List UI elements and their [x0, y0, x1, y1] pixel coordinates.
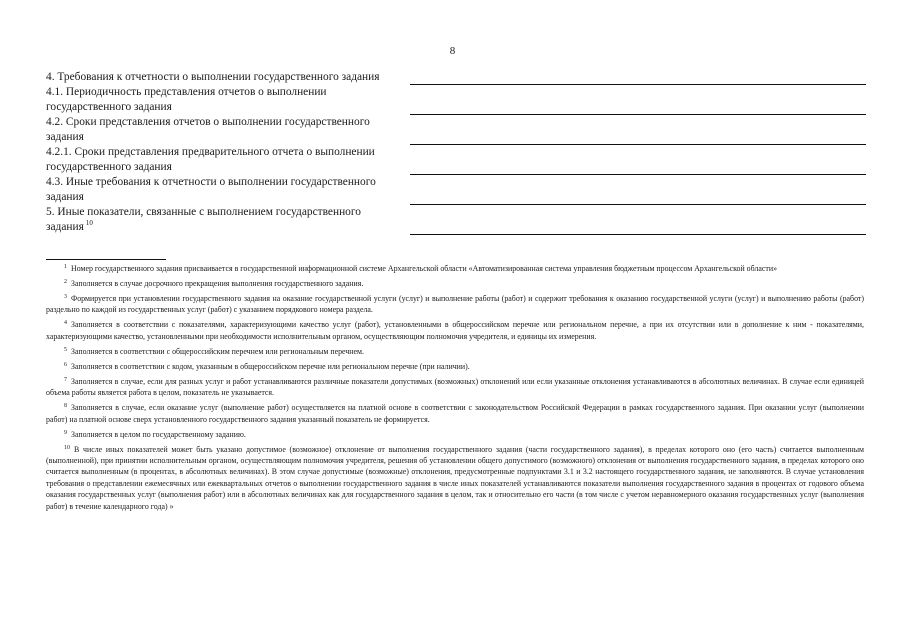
requirement-text: 5. Иные показатели, связанные с выполнением государственного задания [46, 206, 361, 233]
footnote-text: Номер государственного задания присваивается в государственной информационной системе Архангельской области «Автоматизированная система управления бюджетным процессом Архангельской области» [71, 264, 778, 273]
footnote-text: Заполняется в соответствии с кодом, указанным в общероссийском перечне или региональном перечне (при наличии). [71, 361, 470, 371]
footnote-number: 6 [64, 361, 67, 368]
footnote-number: 1 [64, 264, 67, 270]
footnote [46, 361, 864, 372]
footnote [46, 346, 864, 357]
footnote-number: 4 [64, 320, 67, 327]
footnote [46, 263, 864, 274]
requirement-row [46, 175, 866, 205]
footnote-separator [46, 259, 166, 260]
footnote [46, 319, 864, 342]
footnote-text: Заполняется в случае, если оказание услуг (выполнение работ) осуществляется на платной основе в соответствии с законодательством Российской Федерации в рамках государственного задания. При оказании услуг (выполнении работ) на платной основе сверх установленного государственного задания указанный показатель не формируется. [46, 403, 864, 424]
footnote-text: Заполняется в соответствии с общероссийским перечнем или региональным перечнем. [71, 346, 364, 356]
footnote-number: 7 [64, 376, 67, 383]
footnote [46, 293, 864, 316]
requirement-label [46, 205, 398, 235]
footnote-text: Заполняется в случае, если для разных услуг и работ устанавливаются различные показатели допустимых (возможных) отклонений или если указанные отклонения устанавливаются в абсолютных величинах. В случае если единицей объема работы является работа в целом, показатель не указывается. [46, 376, 864, 398]
footnote [46, 402, 864, 425]
footnote-reference: 10 [85, 219, 93, 227]
footnote [46, 429, 864, 440]
requirement-row [46, 145, 866, 175]
requirements-list [46, 70, 866, 235]
requirement-label: 4.3. Иные требования к отчетности о выполнении государственного задания [46, 176, 376, 203]
footnote [46, 278, 864, 289]
footnote-text: В числе иных показателей может быть указано допустимое (возможное) отклонение от выполнения государственного задания (части государственного задания), в пределах которого оно (его часть) считается выполненным (выполненной), при принятии исполнительным органом, осуществляющим полномочия учредителя, решения об установлении общего допустимого (возможного) отклонения от выполнения государственного задания, в пределах которого оно считается выполненным (в процентах, в абсолютных величинах). В этом случае допустимые (возможные) отклонения, предусмотренные подпунктами 3.1 и 3.2 настоящего государственного задания, не заполняются. В случае установления требования о представлении ежемесячных или ежеквартальных отчетов о выполнении государственного задания в числе иных показателей устанавливаются показатели выполнения государственного задания в процентах от годового объема оказания государственных услуг (выполнения работ) или в абсолютных величинах как для государственного задания в целом, так и относительно его части (в том числе с учетом неравномерного оказания государственных услуг (выполнения работ) в течение календарного года) » [46, 444, 864, 511]
footnote-number: 5 [64, 346, 67, 353]
footnote-text: Заполняется в соответствии с показателями, характеризующими качество услуг (работ), установленными в общероссийском перечне или региональном перечне, а при их отсутствии или в дополнение к ним - показателями, характеризующими качество, установленными при необходимости исполнительным органом, осуществляющим полномочия учредителя, и единицы их измерения. [46, 320, 864, 341]
requirement-row [46, 115, 866, 145]
requirement-label: 4. Требования к отчетности о выполнении государственного задания [46, 71, 380, 83]
footnote-number: 9 [64, 429, 67, 436]
footnotes [46, 263, 864, 516]
requirement-label: 4.2. Сроки представления отчетов о выполнении государственного задания [46, 116, 370, 143]
footnote-text: Формируется при установлении государственного задания на оказание государственной услуги (услуг) и выполнение работы (работ) и содержит требования к оказанию государственной услуги (услуг) и выполнению работы (работ) раздельно по каждой из государственных услуг (работ) с указанием порядкового номера раздела. [46, 294, 864, 315]
page-number: 8 [449, 45, 456, 57]
footnote-text: Заполняется в случае досрочного прекращения выполнения государственного задания. [71, 279, 364, 288]
requirement-row [46, 205, 866, 235]
footnote [46, 444, 864, 512]
footnote-number: 3 [64, 294, 67, 300]
requirement-label: 4.2.1. Сроки представления предварительного отчета о выполнении государственного задания [46, 146, 375, 173]
footnote-number: 8 [64, 403, 67, 410]
footnote [46, 376, 864, 399]
fill-in-line [410, 234, 866, 235]
footnote-number: 2 [64, 279, 67, 285]
requirement-row [46, 70, 866, 85]
footnote-text: Заполняется в целом по государственному заданию. [71, 429, 246, 439]
footnote-number: 10 [64, 444, 70, 451]
requirement-label: 4.1. Периодичность представления отчетов о выполнении государственного задания [46, 86, 327, 113]
requirement-row [46, 85, 866, 115]
